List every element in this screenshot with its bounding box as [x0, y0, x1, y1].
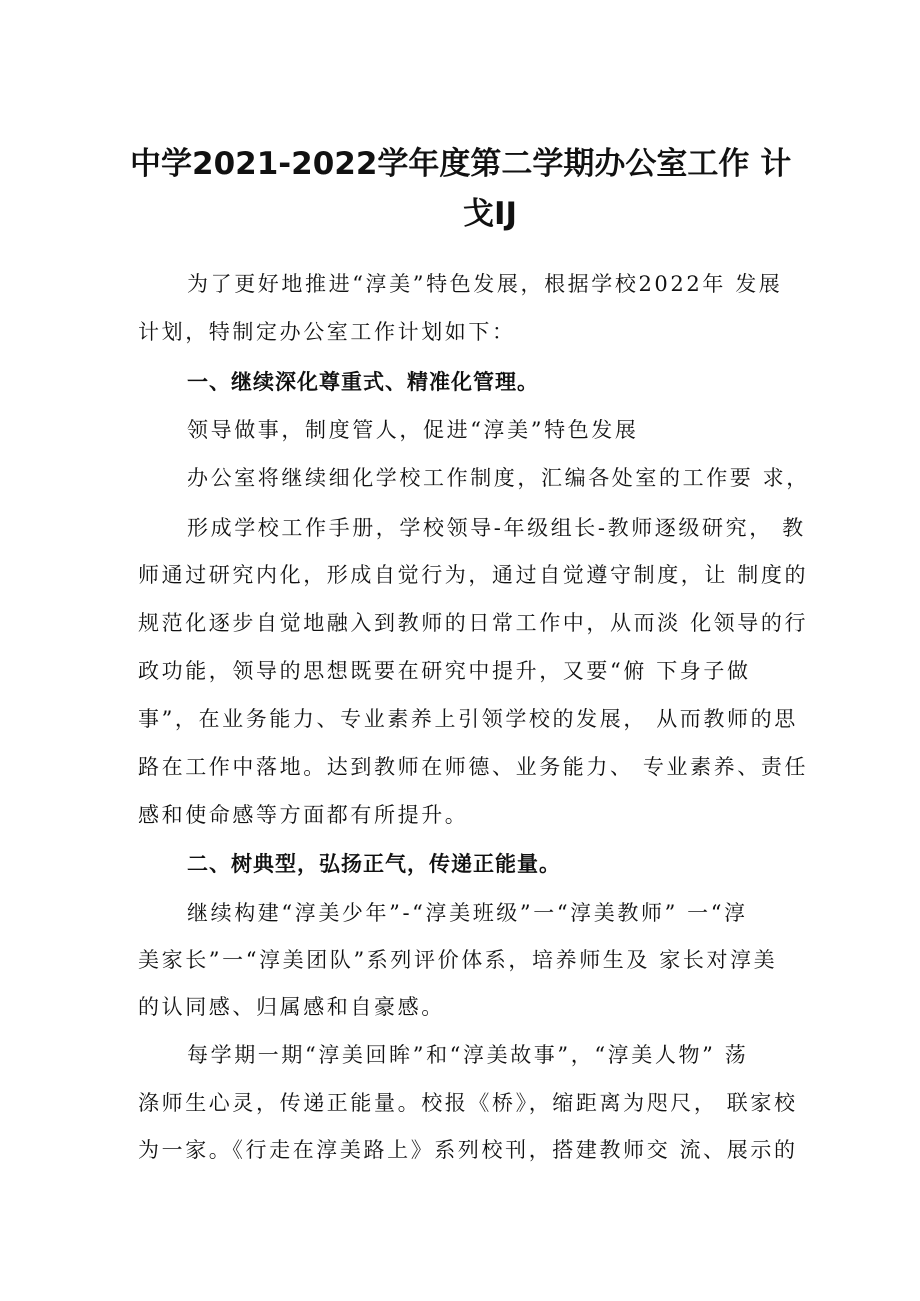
- section-1-paragraph-2-line-7: 感和使命感等方面都有所提升。: [138, 803, 469, 827]
- section-1-paragraph-2-line-6: 路在工作中落地。达到教师在师德、业务能力、 专业素养、责任: [138, 755, 809, 779]
- section-2-heading: 二、树典型，弘扬正气，传递正能量。: [187, 852, 561, 876]
- intro-line-1: 为了更好地推进“淳美”特色发展，根据学校2022年 发展: [187, 272, 783, 296]
- section-1-paragraph-1: 办公室将继续细化学校工作制度，汇编各处室的工作要 求，: [187, 466, 810, 490]
- section-1-heading: 一、继续深化尊重式、精准化管理。: [187, 370, 539, 394]
- section-1-paragraph-2-line-3: 规范化逐步自觉地融入到教师的日常工作中，从而淡 化领导的行: [138, 611, 809, 635]
- document-title-line-1: 中学2021-2022学年度第二学期办公室工作 计: [130, 146, 792, 182]
- section-2-paragraph-1-line-2: 美家长”一“淳美团队”系列评价体系，培养师生及 家长对淳美: [138, 948, 778, 972]
- section-2-paragraph-1-line-1: 继续构建“淳美少年”-“淳美班级”一“淳美教师” 一“淳: [187, 901, 748, 925]
- section-1-paragraph-2-line-1: 形成学校工作手册，学校领导-年级组长-教师逐级研究， 教: [187, 516, 806, 540]
- section-1-paragraph-2-line-4: 政功能，领导的思想既要在研究中提升，又要“俯 下身子做: [138, 659, 751, 683]
- section-1-subheading: 领导做事，制度管人，促进“淳美”特色发展: [187, 418, 639, 442]
- section-2-paragraph-2-line-3: 为一家。《行走在淳美路上》系列校刊，搭建教师交 流、展示的: [138, 1138, 798, 1162]
- section-1-paragraph-2-line-5: 事”，在业务能力、专业素养上引领学校的发展， 从而教师的思: [138, 707, 798, 731]
- section-1-paragraph-2-line-2: 师通过研究内化，形成自觉行为，通过自觉遵守制度，让 制度的: [138, 563, 809, 587]
- intro-line-2: 计划，特制定办公室工作计划如下：: [138, 320, 516, 344]
- section-2-paragraph-2-line-2: 涤师生心灵，传递正能量。校报《桥》，缩距离为咫尺， 联家校: [138, 1091, 798, 1115]
- section-2-paragraph-2-line-1: 每学期一期“淳美回眸”和“淳美故事”，“淳美人物” 荡: [187, 1043, 749, 1067]
- document-title-line-2: 戈IJ: [462, 196, 518, 232]
- section-2-paragraph-1-line-3: 的认同感、归属感和自豪感。: [138, 995, 445, 1019]
